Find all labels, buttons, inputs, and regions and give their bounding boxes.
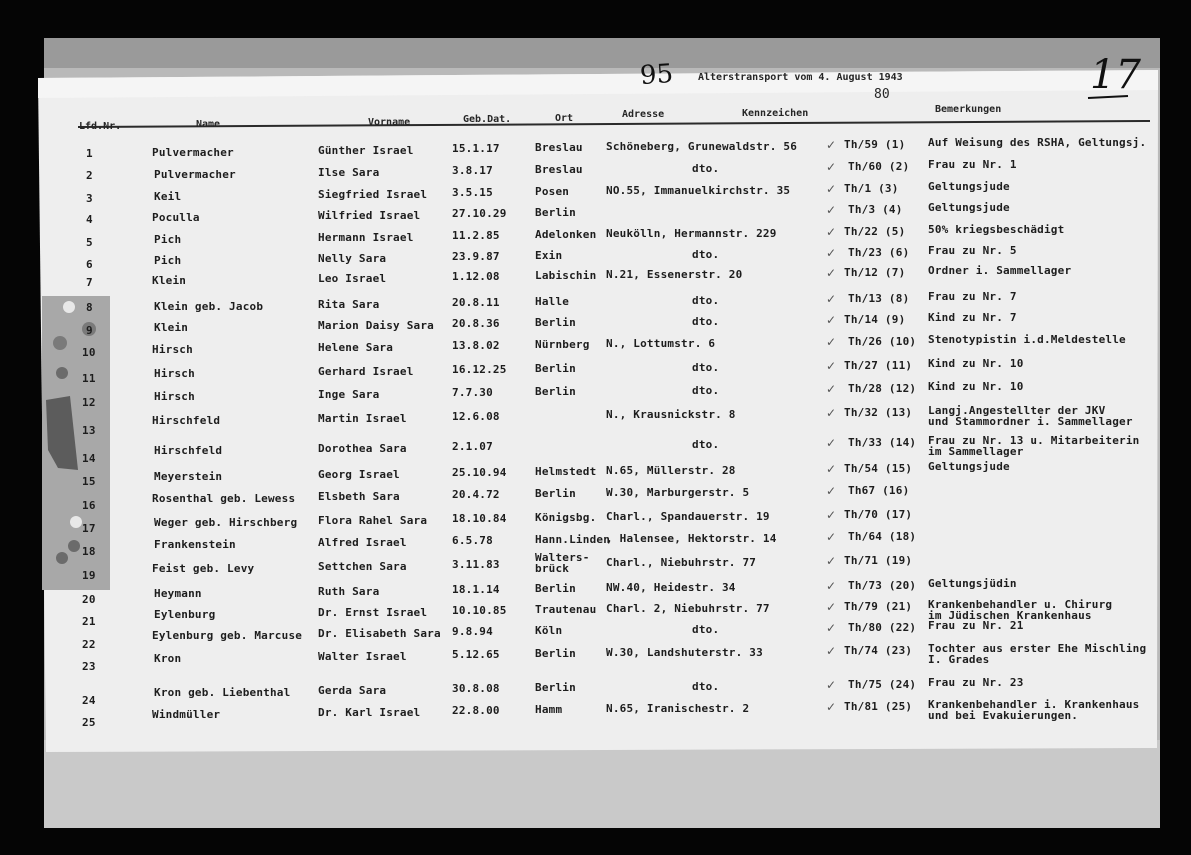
row-name: Pulvermacher [152, 146, 234, 159]
row-number: 24 [82, 694, 96, 707]
row-place: Hamm [535, 703, 563, 716]
check-mark-icon: ✓ [826, 246, 837, 260]
row-birthdate: 16.12.25 [452, 363, 507, 376]
row-birthdate: 23.9.87 [452, 250, 500, 263]
column-header-ort: Ort [555, 113, 574, 124]
row-code: Th/73 (20) [848, 579, 917, 592]
column-header-bemerkungen: Bemerkungen [935, 104, 1002, 115]
row-code: Th/33 (14) [848, 436, 917, 449]
row-code: Th/28 (12) [848, 382, 917, 395]
row-remark: Geltungsjude [928, 460, 1010, 473]
row-number: 16 [82, 499, 96, 512]
row-remark: Frau zu Nr. 5 [928, 244, 1017, 257]
check-mark-icon: ✓ [826, 182, 837, 196]
row-code: Th/22 (5) [844, 225, 906, 238]
row-vorname: Flora Rahel Sara [318, 514, 428, 527]
row-name: Pich [154, 233, 182, 246]
check-mark-icon: ✓ [826, 600, 837, 614]
row-remark-continued: und bei Evakuierungen. [928, 709, 1079, 722]
row-place: Adelonken [535, 228, 597, 241]
row-vorname: Siegfried Israel [318, 188, 428, 201]
row-name: Eylenburg geb. Marcuse [152, 629, 303, 642]
punch-hole [56, 367, 68, 379]
row-name: Poculla [152, 211, 200, 224]
row-birthdate: 20.8.11 [452, 296, 500, 309]
row-code: Th/12 (7) [844, 266, 906, 279]
row-code: Th/14 (9) [844, 313, 906, 326]
row-address: Neukölln, Hermannstr. 229 [606, 227, 777, 240]
check-mark-icon: ✓ [826, 508, 837, 522]
row-remark-continued: im Sammellager [928, 445, 1024, 458]
row-name: Pich [154, 254, 182, 267]
check-mark-icon: ✓ [826, 484, 837, 498]
row-place: Breslau [535, 141, 583, 154]
row-code: Th/81 (25) [844, 700, 913, 713]
row-birthdate: 20.8.36 [452, 317, 500, 330]
row-number: 1 [86, 147, 93, 160]
row-remark: Tochter aus erster Ehe Mischling [928, 642, 1147, 655]
row-code: Th/59 (1) [844, 138, 906, 151]
row-address: dto. [692, 294, 720, 307]
row-remark-continued: und Stammordner i. Sammellager [928, 415, 1133, 428]
row-birthdate: 3.8.17 [452, 164, 493, 177]
row-address: dto. [692, 361, 720, 374]
row-remark: Stenotypistin i.d.Meldestelle [928, 333, 1126, 346]
row-code: Th/3 (4) [848, 203, 903, 216]
row-name: Klein [152, 274, 187, 287]
row-birthdate: 13.8.02 [452, 339, 500, 352]
row-name: Windmüller [152, 708, 221, 721]
row-birthdate: 9.8.94 [452, 625, 493, 638]
row-name: Rosenthal geb. Lewess [152, 492, 296, 505]
row-name: Klein geb. Jacob [154, 300, 264, 313]
punch-hole [53, 336, 67, 350]
row-remark: Krankenbehandler u. Chirurg [928, 598, 1113, 611]
row-vorname: Hermann Israel [318, 231, 414, 244]
row-place: Berlin [535, 362, 576, 375]
row-address: , Halensee, Hektorstr. 14 [606, 532, 777, 545]
row-place: Walters-brück [535, 551, 590, 575]
check-mark-icon: ✓ [826, 700, 837, 714]
column-header-name: Name [196, 119, 221, 130]
row-address: Charl. 2, Niebuhrstr. 77 [606, 602, 770, 615]
row-place: Berlin [535, 582, 576, 595]
check-mark-icon: ✓ [826, 138, 837, 152]
row-number: 10 [82, 346, 96, 359]
check-mark-icon: ✓ [826, 436, 837, 450]
row-name: Hirsch [152, 343, 193, 356]
check-mark-icon: ✓ [826, 644, 837, 658]
row-address: Charl., Spandauerstr. 19 [606, 510, 770, 523]
row-name: Heymann [154, 587, 202, 600]
check-mark-icon: ✓ [826, 579, 837, 593]
row-birthdate: 7.7.30 [452, 386, 493, 399]
row-code: Th/27 (11) [844, 359, 913, 372]
row-place: Berlin [535, 385, 576, 398]
row-birthdate: 10.10.85 [452, 604, 507, 617]
row-code: Th67 (16) [848, 484, 910, 497]
row-vorname: Ruth Sara [318, 585, 380, 598]
row-number: 18 [82, 545, 96, 558]
row-remark-continued: im Jüdischen Krankenhaus [928, 609, 1092, 622]
row-number: 6 [86, 258, 93, 271]
row-number: 4 [86, 213, 93, 226]
row-name: Klein [154, 321, 189, 334]
row-remark: Frau zu Nr. 7 [928, 290, 1017, 303]
row-birthdate: 30.8.08 [452, 682, 500, 695]
row-number: 9 [86, 324, 93, 337]
row-number: 7 [86, 276, 93, 289]
punch-hole [63, 301, 75, 313]
row-address: NW.40, Heidestr. 34 [606, 581, 736, 594]
row-birthdate: 22.8.00 [452, 704, 500, 717]
row-number: 23 [82, 660, 96, 673]
row-address: N., Lottumstr. 6 [606, 337, 716, 350]
handwritten-number: 95 [638, 58, 675, 92]
row-birthdate: 11.2.85 [452, 229, 500, 242]
row-number: 20 [82, 593, 96, 606]
row-code: Th/26 (10) [848, 335, 917, 348]
row-vorname: Dr. Elisabeth Sara [318, 627, 441, 640]
row-code: Th/79 (21) [844, 600, 913, 613]
row-address: dto. [692, 438, 720, 451]
row-name: Keil [154, 190, 182, 203]
row-birthdate: 27.10.29 [452, 207, 507, 220]
row-name: Pulvermacher [154, 168, 236, 181]
row-vorname: Georg Israel [318, 468, 400, 481]
row-address: Schöneberg, Grunewaldstr. 56 [606, 140, 798, 153]
row-remark: Frau zu Nr. 23 [928, 676, 1024, 689]
row-code: Th/80 (22) [848, 621, 917, 634]
row-address: dto. [692, 162, 720, 175]
row-address: W.30, Landshuterstr. 33 [606, 646, 763, 659]
row-remark: Kind zu Nr. 10 [928, 357, 1024, 370]
row-vorname: Ilse Sara [318, 166, 380, 179]
row-place: Berlin [535, 647, 576, 660]
row-birthdate: 1.12.08 [452, 270, 500, 283]
check-mark-icon: ✓ [826, 621, 837, 635]
row-number: 19 [82, 569, 96, 582]
row-vorname: Walter Israel [318, 650, 407, 663]
row-birthdate: 6.5.78 [452, 534, 493, 547]
row-vorname: Gerda Sara [318, 684, 387, 697]
row-remark: Frau zu Nr. 21 [928, 619, 1024, 632]
row-code: Th/1 (3) [844, 182, 899, 195]
check-mark-icon: ✓ [826, 160, 837, 174]
row-code: Th/13 (8) [848, 292, 910, 305]
row-place: Trautenau [535, 603, 597, 616]
row-remark: Kind zu Nr. 10 [928, 380, 1024, 393]
row-vorname: Günther Israel [318, 144, 414, 157]
document-title: Alterstransport vom 4. August 1943 [698, 72, 903, 83]
row-remark: 50% kriegsbeschädigt [928, 223, 1065, 236]
row-name: Hirschfeld [152, 414, 221, 427]
row-number: 11 [82, 372, 96, 385]
row-name: Weger geb. Hirschberg [154, 516, 298, 529]
row-vorname: Gerhard Israel [318, 365, 414, 378]
row-number: 2 [86, 169, 93, 182]
row-vorname: Settchen Sara [318, 560, 407, 573]
row-birthdate: 20.4.72 [452, 488, 500, 501]
check-mark-icon: ✓ [826, 382, 837, 396]
row-number: 25 [82, 716, 96, 729]
row-remark: Frau zu Nr. 13 u. Mitarbeiterin [928, 434, 1140, 447]
row-address: dto. [692, 384, 720, 397]
row-number: 8 [86, 301, 93, 314]
row-name: Hirschfeld [154, 444, 223, 457]
column-header-vorname: Vorname [368, 117, 411, 128]
row-place: Exin [535, 249, 563, 262]
row-place: Labischin [535, 269, 597, 282]
row-place: Berlin [535, 206, 576, 219]
check-mark-icon: ✓ [826, 203, 837, 217]
check-mark-icon: ✓ [826, 530, 837, 544]
row-address: Charl., Niebuhrstr. 77 [606, 556, 757, 569]
row-remark: Auf Weisung des RSHA, Geltungsj. [928, 136, 1147, 149]
row-birthdate: 3.5.15 [452, 186, 493, 199]
row-remark: Geltungsjude [928, 201, 1010, 214]
check-mark-icon: ✓ [826, 359, 837, 373]
row-birthdate: 2.1.07 [452, 440, 493, 453]
row-remark: Ordner i. Sammellager [928, 264, 1072, 277]
row-code: Th/23 (6) [848, 246, 910, 259]
punch-hole [70, 516, 82, 528]
row-code: Th/64 (18) [848, 530, 917, 543]
row-vorname: Marion Daisy Sara [318, 319, 434, 332]
row-place: Berlin [535, 316, 576, 329]
row-birthdate: 5.12.65 [452, 648, 500, 661]
row-remark: Kind zu Nr. 7 [928, 311, 1017, 324]
row-vorname: Inge Sara [318, 388, 380, 401]
row-code: Th/70 (17) [844, 508, 913, 521]
row-birthdate: 3.11.83 [452, 558, 500, 571]
row-place: Nürnberg [535, 338, 590, 351]
row-name: Hirsch [154, 367, 195, 380]
row-number: 13 [82, 424, 96, 437]
row-number: 15 [82, 475, 96, 488]
row-vorname: Dorothea Sara [318, 442, 407, 455]
row-vorname: Dr. Karl Israel [318, 706, 421, 719]
row-code: Th/74 (23) [844, 644, 913, 657]
row-birthdate: 25.10.94 [452, 466, 507, 479]
column-header-kennzeichen: Kennzeichen [742, 108, 809, 119]
row-address: N.65, Müllerstr. 28 [606, 464, 736, 477]
row-number: 17 [82, 522, 96, 535]
column-header-nr: Lfd.Nr. [79, 121, 122, 132]
row-address: W.30, Marburgerstr. 5 [606, 486, 750, 499]
row-vorname: Helene Sara [318, 341, 394, 354]
row-birthdate: 18.10.84 [452, 512, 507, 525]
row-code: Th/71 (19) [844, 554, 913, 567]
row-address: dto. [692, 680, 720, 693]
row-remark: Geltungsjude [928, 180, 1010, 193]
row-name: Feist geb. Levy [152, 562, 255, 575]
column-header-adresse: Adresse [622, 109, 665, 120]
row-place: Hann.Linden [535, 533, 611, 546]
row-address: N.21, Essenerstr. 20 [606, 268, 743, 281]
row-address: dto. [692, 623, 720, 636]
row-remark-continued: I. Grades [928, 653, 990, 666]
row-place: Breslau [535, 163, 583, 176]
row-name: Hirsch [154, 390, 195, 403]
check-mark-icon: ✓ [826, 678, 837, 692]
row-vorname: Nelly Sara [318, 252, 387, 265]
row-number: 5 [86, 236, 93, 249]
punch-hole [56, 552, 68, 564]
row-number: 14 [82, 452, 96, 465]
row-name: Meyerstein [154, 470, 223, 483]
row-vorname: Dr. Ernst Israel [318, 606, 428, 619]
row-place: Berlin [535, 681, 576, 694]
check-mark-icon: ✓ [826, 462, 837, 476]
row-place: Köln [535, 624, 563, 637]
row-address: dto. [692, 315, 720, 328]
row-number: 12 [82, 396, 96, 409]
row-code: Th/75 (24) [848, 678, 917, 691]
row-birthdate: 18.1.14 [452, 583, 500, 596]
row-remark: Frau zu Nr. 1 [928, 158, 1017, 171]
row-number: 22 [82, 638, 96, 651]
check-mark-icon: ✓ [826, 292, 837, 306]
row-remark: Geltungsjüdin [928, 577, 1017, 590]
row-number: 3 [86, 192, 93, 205]
row-remark: Langj.Angestellter der JKV [928, 404, 1106, 417]
row-name: Kron geb. Liebenthal [154, 686, 291, 699]
row-vorname: Elsbeth Sara [318, 490, 400, 503]
row-place: Halle [535, 295, 570, 308]
punch-hole [68, 540, 80, 552]
row-place: Posen [535, 185, 570, 198]
row-address: dto. [692, 248, 720, 261]
column-header-gebdat: Geb.Dat. [463, 114, 512, 125]
row-code: Th/54 (15) [844, 462, 913, 475]
check-mark-icon: ✓ [826, 266, 837, 280]
check-mark-icon: ✓ [826, 225, 837, 239]
page-number: 17 [1090, 52, 1141, 98]
row-place: Helmstedt [535, 465, 597, 478]
check-mark-icon: ✓ [826, 335, 837, 349]
check-mark-icon: ✓ [826, 406, 837, 420]
row-vorname: Martin Israel [318, 412, 407, 425]
check-mark-icon: ✓ [826, 554, 837, 568]
row-code: Th/32 (13) [844, 406, 913, 419]
row-vorname: Wilfried Israel [318, 209, 421, 222]
row-name: Frankenstein [154, 538, 236, 551]
stamp-number: 80 [874, 87, 890, 102]
row-vorname: Leo Israel [318, 272, 387, 285]
row-vorname: Alfred Israel [318, 536, 407, 549]
row-birthdate: 15.1.17 [452, 142, 500, 155]
row-place: Berlin [535, 487, 576, 500]
row-remark: Krankenbehandler i. Krankenhaus [928, 698, 1140, 711]
row-vorname: Rita Sara [318, 298, 380, 311]
row-name: Eylenburg [154, 608, 216, 621]
row-birthdate: 12.6.08 [452, 410, 500, 423]
row-address: NO.55, Immanuelkirchstr. 35 [606, 184, 791, 197]
row-address: N., Krausnickstr. 8 [606, 408, 736, 421]
row-address: N.65, Iranischestr. 2 [606, 702, 750, 715]
row-place: Königsbg. [535, 511, 597, 524]
row-name: Kron [154, 652, 182, 665]
row-number: 21 [82, 615, 96, 628]
row-code: Th/60 (2) [848, 160, 910, 173]
check-mark-icon: ✓ [826, 313, 837, 327]
